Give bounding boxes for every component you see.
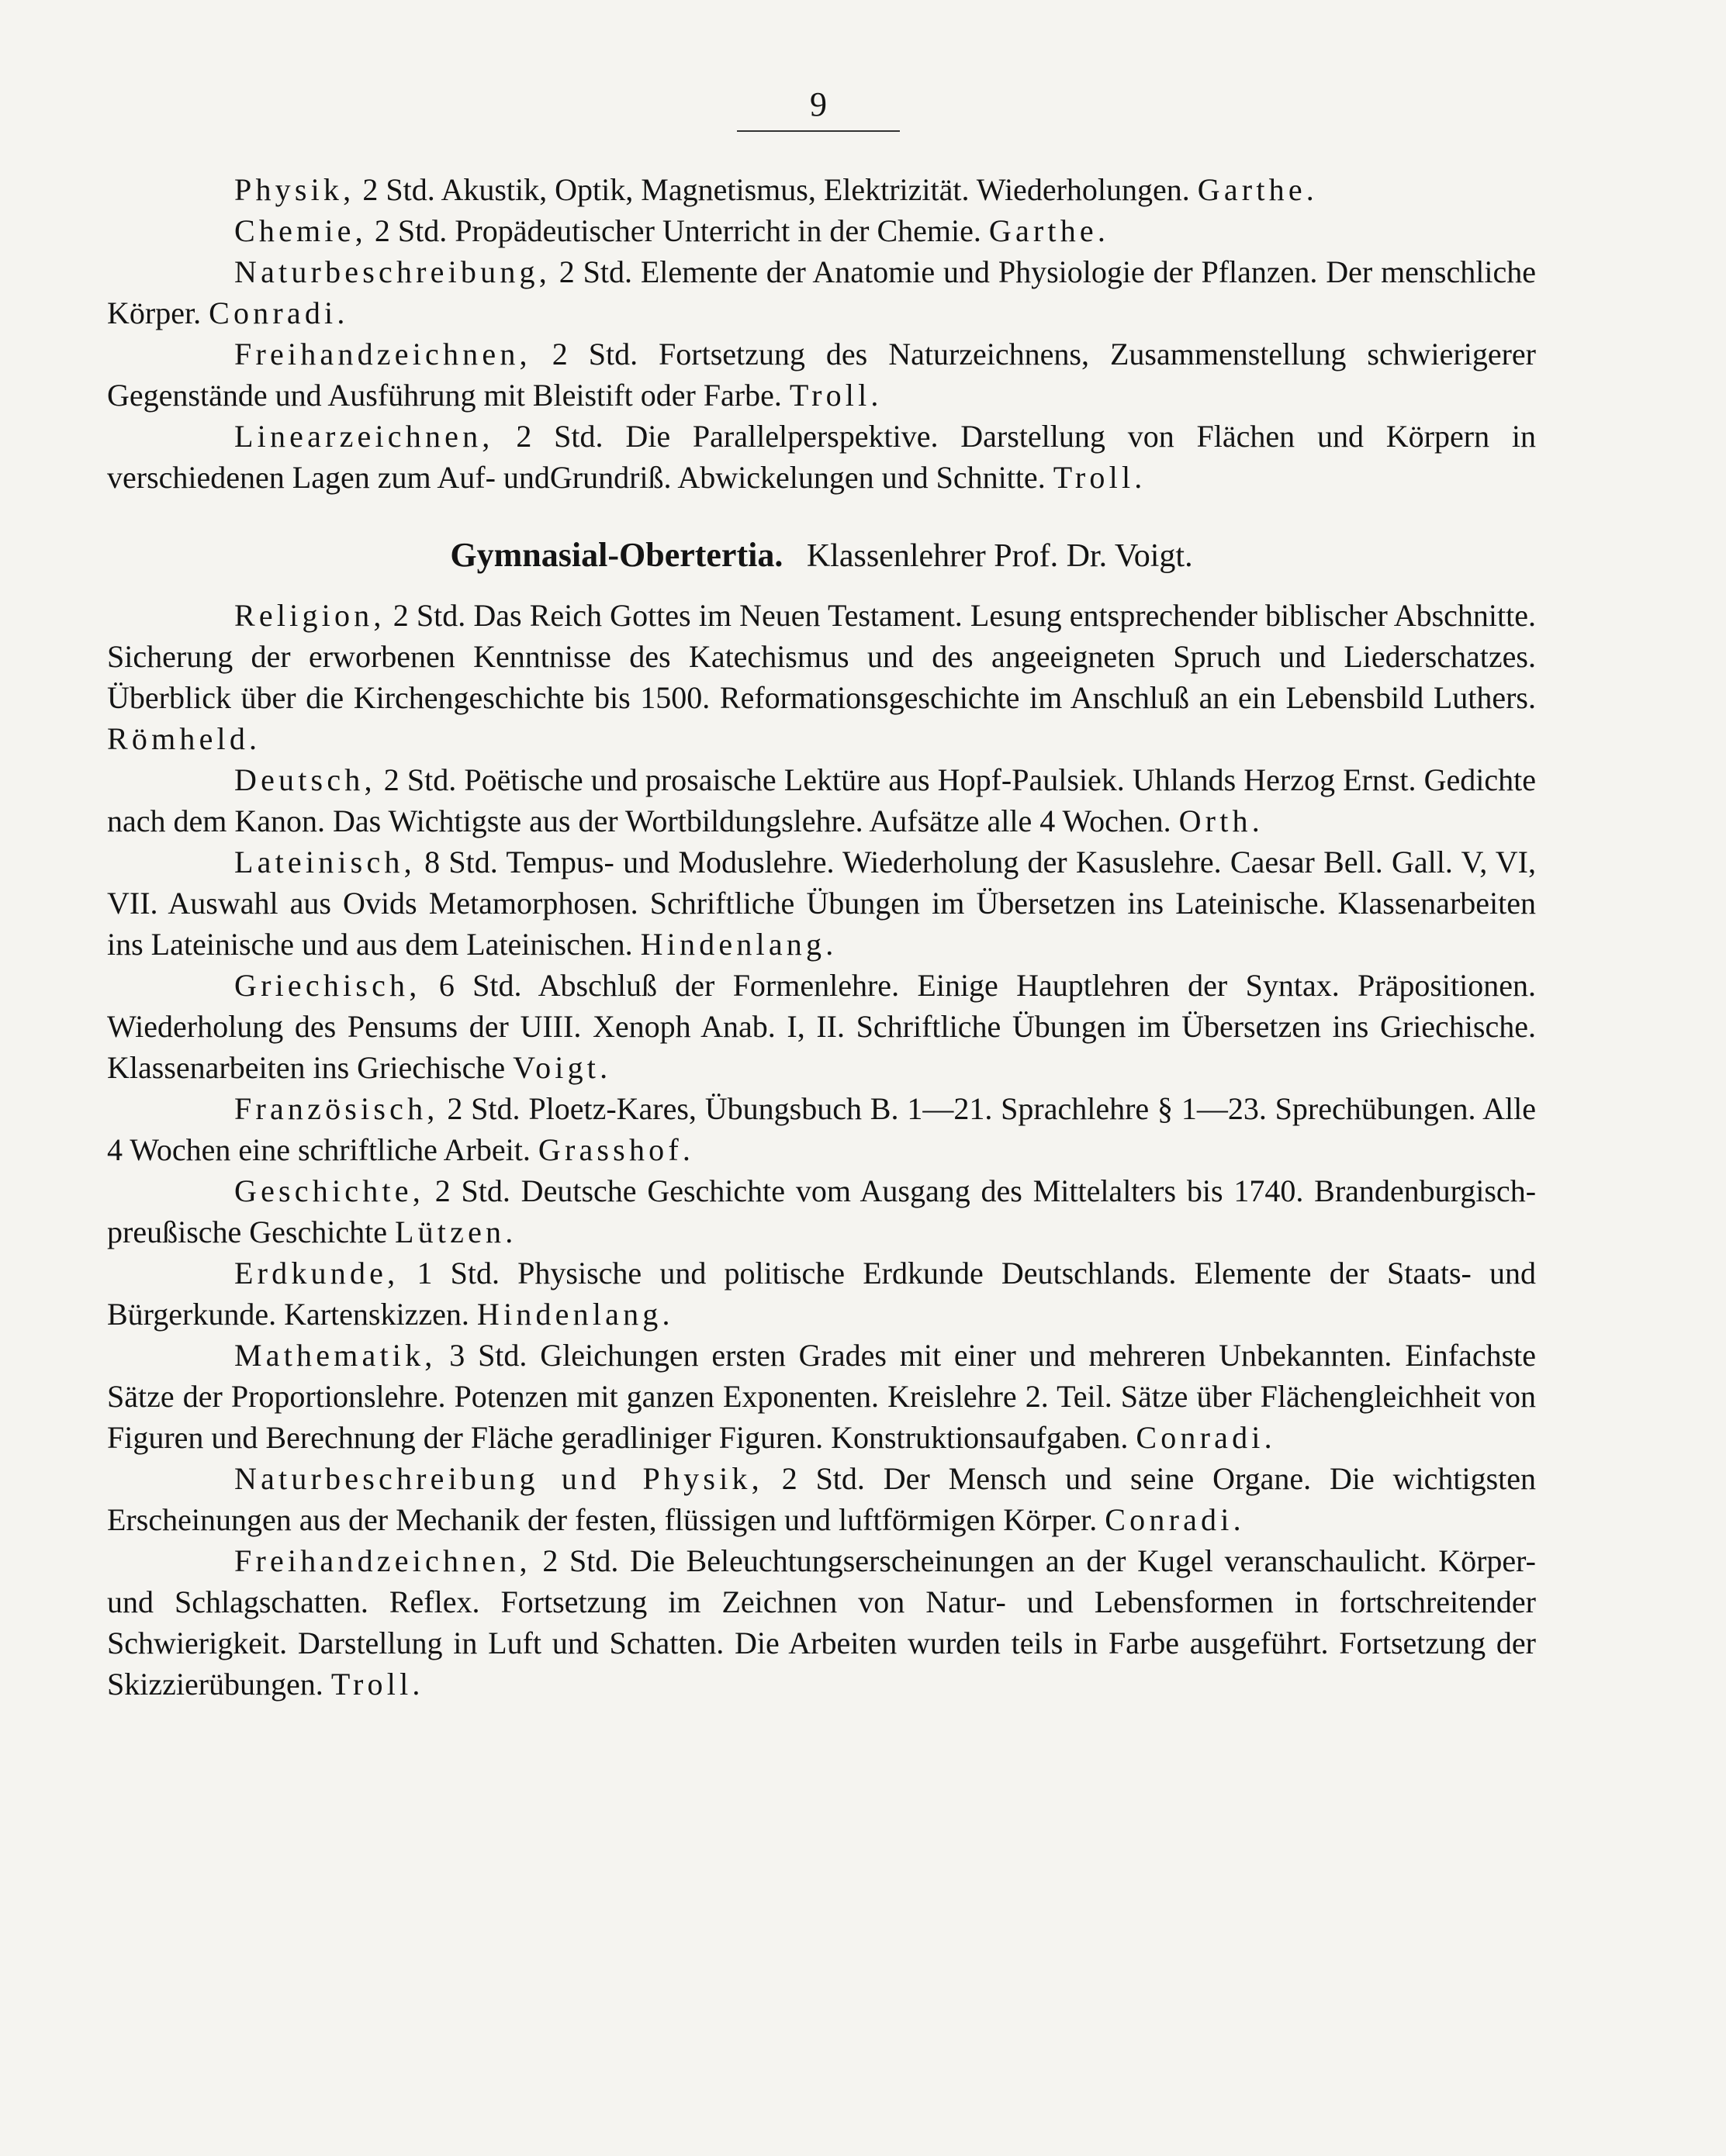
header-rule bbox=[737, 130, 900, 132]
subject-name: Geschichte, bbox=[234, 1173, 424, 1208]
subject-name: Freihandzeichnen, bbox=[234, 337, 531, 371]
subject-description: 2 Std. Elemente der Anatomie und Physiologie der Pflanzen. Der menschliche Körper. bbox=[107, 254, 1536, 330]
teacher-name: Garthe. bbox=[1197, 172, 1318, 207]
subject-name: Physik, bbox=[234, 172, 355, 207]
subject-paragraph bbox=[107, 210, 1536, 251]
subject-name: Lateinisch, bbox=[234, 845, 416, 879]
teacher-name: Römheld. bbox=[107, 721, 261, 756]
subject-description: 2 Std. Die Parallelperspektive. Darstellung von Flächen und Körpern in verschiedenen Lagen zum Auf- undGrundriß. Abwickelungen und Schnitte. bbox=[107, 419, 1537, 495]
subject-paragraph bbox=[107, 1458, 1536, 1540]
subject-description: 2 Std. Akustik, Optik, Magnetismus, Elektrizität. Wiederholungen. bbox=[362, 172, 1190, 207]
subject-description: 1 Std. Physische und politische Erdkunde Deutschlands. Elemente der Staats- und Bürgerkunde. Kartenskizzen. bbox=[107, 1256, 1536, 1332]
subject-paragraph bbox=[107, 169, 1536, 210]
subject-paragraph bbox=[107, 841, 1536, 965]
teacher-name: Troll. bbox=[789, 378, 883, 413]
subject-description: 2 Std. Der Mensch und seine Organe. Die wichtigsten Erscheinungen aus der Mechanik der festen, flüssigen und luftförmigen Körper. bbox=[107, 1461, 1536, 1537]
subject-paragraph bbox=[107, 1088, 1536, 1170]
subject-paragraph bbox=[107, 759, 1536, 841]
teacher-name: Troll. bbox=[330, 1667, 424, 1702]
section-obertertia bbox=[107, 595, 1536, 1705]
teacher-name: Conradi. bbox=[1105, 1502, 1245, 1537]
subject-description: 6 Std. Abschluß der Formenlehre. Einige Hauptlehren der Syntax. Präpositionen. Wiederholung des Pensums der UIII. Xenoph Anab. I, II. Schriftliche Übungen im Übersetzen ins Griechische. Klassenarbeiten ins Griechische bbox=[107, 968, 1537, 1085]
subject-paragraph bbox=[107, 333, 1536, 416]
subject-name: Religion, bbox=[234, 598, 386, 633]
subject-name: Französisch, bbox=[234, 1091, 439, 1126]
subject-name: Mathematik, bbox=[234, 1338, 437, 1373]
subject-name: Naturbeschreibung, bbox=[234, 254, 551, 289]
subject-name: Erdkunde, bbox=[234, 1256, 400, 1290]
teacher-name: Conradi. bbox=[209, 295, 349, 330]
subject-description: 3 Std. Gleichungen ersten Grades mit einer und mehreren Unbekannten. Einfachste Sätze der Proportionslehre. Potenzen mit ganzen Exponenten. Kreislehre 2. Teil. Sätze über Flächengleichheit von Figuren und Berechnung der Fläche geradliniger Figuren. Konstruktionsaufgaben. bbox=[107, 1338, 1537, 1455]
teacher-name: Garthe. bbox=[988, 213, 1110, 248]
section-untertertia-continued bbox=[107, 169, 1536, 498]
subject-description: 2 Std. Die Beleuchtungserscheinungen an der Kugel veranschaulicht. Körper- und Schlagschatten. Reflex. Fortsetzung im Zeichnen von Natur- und Lebensformen in fortschreitender Schwierigkeit. Darstellung in Luft und Schatten. Die Arbeiten wurden teils in Farbe ausgeführt. Fortsetzung der Skizzierübungen. bbox=[107, 1543, 1536, 1702]
subject-name: Freihandzeichnen, bbox=[234, 1543, 531, 1578]
subject-name: Griechisch, bbox=[234, 968, 421, 1003]
subject-description: 2 Std. Deutsche Geschichte vom Ausgang des Mittelalters bis 1740. Brandenburgisch-preußische Geschichte bbox=[107, 1173, 1537, 1249]
page-number: 9 bbox=[810, 85, 827, 123]
teacher-name: Hindenlang. bbox=[476, 1297, 674, 1332]
subject-paragraph bbox=[107, 1170, 1536, 1252]
teacher-name: Orth. bbox=[1178, 803, 1264, 838]
document-body bbox=[107, 169, 1536, 1705]
subject-description: 2 Std. Ploetz-Kares, Übungsbuch B. 1—21. Sprachlehre § 1—23. Sprechübungen. Alle 4 Wochen eine schriftliche Arbeit. bbox=[107, 1091, 1536, 1167]
subject-description: 8 Std. Tempus- und Moduslehre. Wiederholung der Kasuslehre. Caesar Bell. Gall. V, VI, VII. Auswahl aus Ovids Metamorphosen. Schriftliche Übungen im Übersetzen ins Lateinische. Klassenarbeiten ins Lateinische und aus dem Lateinischen. bbox=[107, 845, 1537, 962]
subject-paragraph bbox=[107, 595, 1536, 759]
subject-paragraph bbox=[107, 1335, 1536, 1458]
subject-description: 2 Std. Poëtische und prosaische Lektüre aus Hopf-Paulsiek. Uhlands Herzog Ernst. Gedichte nach dem Kanon. Das Wichtigste aus der Wortbildungslehre. Aufsätze alle 4 Wochen. bbox=[107, 762, 1537, 838]
heading-class-teacher: Klassenlehrer Prof. Dr. Voigt. bbox=[806, 538, 1193, 574]
subject-description: 2 Std. Das Reich Gottes im Neuen Testament. Lesung entsprechender biblischer Abschnitte. Sicherung der erworbenen Kenntnisse des Katechismus und des angeeigneten Spruch und Liederschatzes. Überblick über die Kirchengeschichte bis 1500. Reformationsgeschichte im Anschluß an ein Lebensbild Luthers. bbox=[107, 598, 1537, 715]
subject-description: 2 Std. Fortsetzung des Naturzeichnens, Zusammenstellung schwierigerer Gegenstände und Ausführung mit Bleistift oder Farbe. bbox=[107, 337, 1537, 413]
subject-paragraph bbox=[107, 965, 1536, 1088]
subject-name: Naturbeschreibung und Physik, bbox=[234, 1461, 763, 1496]
subject-name: Chemie, bbox=[234, 213, 367, 248]
teacher-name: Hindenlang. bbox=[640, 927, 838, 962]
subject-paragraph bbox=[107, 416, 1536, 498]
subject-description: 2 Std. Propädeutischer Unterricht in der Chemie. bbox=[374, 213, 981, 248]
teacher-name: Grasshof. bbox=[538, 1132, 695, 1167]
subject-paragraph bbox=[107, 1252, 1536, 1335]
subject-paragraph bbox=[107, 251, 1536, 333]
teacher-name: Troll. bbox=[1053, 460, 1147, 495]
subject-name: Linearzeichnen, bbox=[234, 419, 494, 454]
subject-name: Deutsch, bbox=[234, 762, 376, 797]
subject-paragraph bbox=[107, 1540, 1536, 1705]
teacher-name: Lützen. bbox=[394, 1214, 517, 1249]
heading-class-title: Gymnasial-Obertertia. bbox=[450, 536, 783, 574]
teacher-name: Voigt. bbox=[513, 1050, 612, 1085]
teacher-name: Conradi. bbox=[1136, 1420, 1276, 1455]
section-heading bbox=[107, 534, 1536, 578]
